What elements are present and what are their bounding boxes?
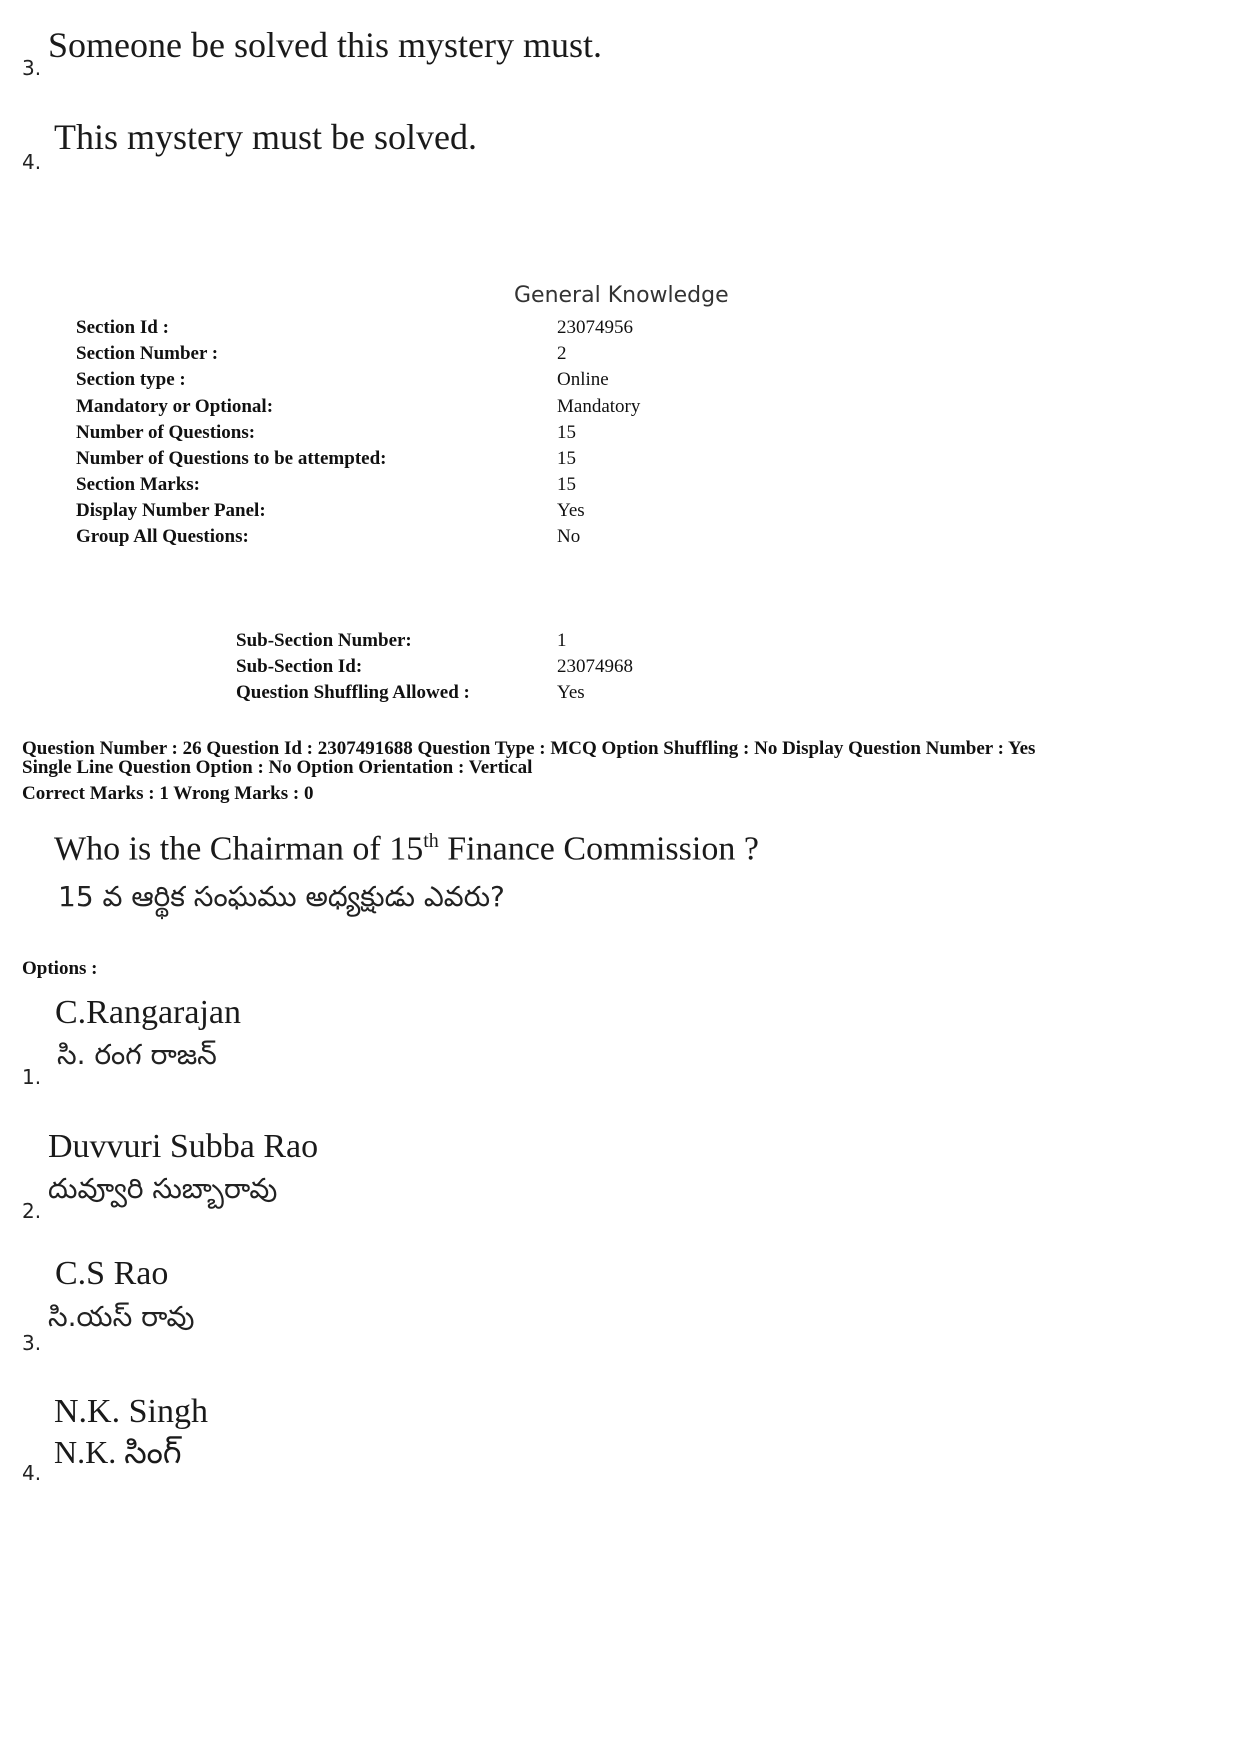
option-3-telugu: సి.యస్ రావు [48, 1300, 195, 1333]
subsection-number-label: Sub-Section Number: [236, 630, 412, 651]
prev-option-3-text: Someone be solved this mystery must. [48, 25, 602, 65]
question-meta-line-1: Question Number : 26 Question Id : 2307491688 Question Type : MCQ Option Shuffling : No Display Question Number : Yes [22, 738, 1036, 759]
question-text-sup: th [423, 830, 439, 852]
question-marks: Correct Marks : 1 Wrong Marks : 0 [22, 783, 314, 804]
section-type-label: Section type : [76, 369, 186, 390]
option-1-english: C.Rangarajan [55, 994, 241, 1031]
num-attempt-value: 15 [557, 448, 576, 469]
section-id-value: 23074956 [557, 317, 633, 338]
option-1-number: 1. [22, 1065, 42, 1089]
shuffling-value: Yes [557, 682, 585, 703]
group-questions-label: Group All Questions: [76, 526, 249, 547]
option-4-telugu: N.K. సింగ్ [54, 1434, 182, 1470]
section-number-value: 2 [557, 343, 567, 364]
section-marks-label: Section Marks: [76, 474, 201, 495]
num-questions-value: 15 [557, 422, 576, 443]
mandatory-value: Mandatory [557, 396, 641, 417]
option-4-number: 4. [22, 1461, 42, 1485]
display-panel-label: Display Number Panel: [76, 500, 266, 521]
section-type-value: Online [557, 369, 609, 390]
option-3-english: C.S Rao [55, 1255, 169, 1292]
group-questions-value: No [557, 526, 581, 547]
shuffling-label: Question Shuffling Allowed : [236, 682, 470, 703]
num-questions-label: Number of Questions: [76, 422, 256, 443]
subsection-id-value: 23074968 [557, 656, 633, 677]
prev-option-3-number: 3. [22, 56, 42, 80]
display-panel-value: Yes [557, 500, 585, 521]
subsection-id-label: Sub-Section Id: [236, 656, 363, 677]
question-text-suffix: Finance Commission ? [438, 830, 759, 868]
num-attempt-label: Number of Questions to be attempted: [76, 448, 387, 469]
options-label: Options : [22, 958, 98, 979]
option-4-english: N.K. Singh [54, 1393, 208, 1430]
question-text [54, 830, 759, 868]
option-2-english: Duvvuri Subba Rao [48, 1128, 319, 1165]
section-marks-value: 15 [557, 474, 576, 495]
question-text-prefix: Who is the Chairman of 15 [54, 830, 424, 868]
subsection-number-value: 1 [557, 630, 567, 651]
option-2-telugu: దువ్వూరి సుబ్బారావు [48, 1172, 278, 1205]
option-1-telugu: సి. రంగ రాజన్ [57, 1038, 217, 1071]
section-number-label: Section Number : [76, 343, 219, 364]
option-2-number: 2. [22, 1199, 42, 1223]
section-title: General Knowledge [514, 283, 729, 308]
question-meta-line-2: Single Line Question Option : No Option Orientation : Vertical [22, 757, 533, 778]
prev-option-4-text: This mystery must be solved. [54, 117, 477, 157]
section-id-label: Section Id : [76, 317, 169, 338]
mandatory-label: Mandatory or Optional: [76, 396, 274, 417]
question-text-telugu: 15 వ ఆర్థిక సంఘము అధ్యక్షుడు ఎవరు? [58, 880, 505, 913]
option-3-number: 3. [22, 1331, 42, 1355]
prev-option-4-number: 4. [22, 150, 42, 174]
